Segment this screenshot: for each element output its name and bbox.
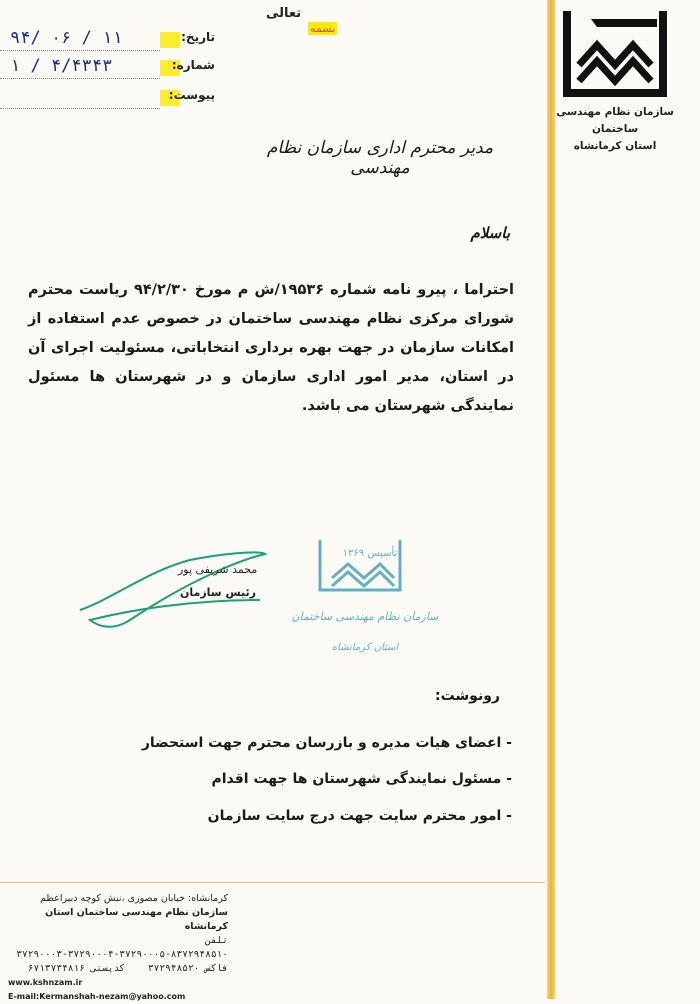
organization-name-line2: استان کرمانشاه (573, 140, 657, 152)
official-stamp-icon (290, 520, 440, 680)
stamp-top-text: تأسیس ۱۳۶۹ (342, 548, 398, 559)
date-highlight (160, 32, 180, 48)
letter-recipient: مدیر محترم اداری سازمان نظام مهندسی (266, 138, 494, 178)
number-row (0, 58, 215, 82)
number-value: ۱ / ۴/۴۳۴۳ (10, 56, 113, 76)
attachment-row (0, 88, 215, 112)
organization-logo-icon (557, 5, 677, 105)
date-value: ۹۴/ ۰۶ / ۱۱ (10, 28, 123, 48)
footer-fax-postal (8, 962, 228, 976)
attachment-line (0, 108, 160, 109)
footer-website[interactable]: www.kshnzam.ir (8, 978, 83, 987)
letter-body: احتراما ، پیرو نامه شماره ۱۹۵۳۶/ش م مورخ ۹۴/۲/۳۰ ریاست محترم شورای مرکزی نظام مهندسی ساختمان در خصوص عدم استفاده از امکانات سازمان در جهت بهره برداری انتخاباتی، مسئولیت اجرای آن در استان، مدیر امور اداری سازمان و در شهرستان ها مسئول نمایندگی شهرستان می باشد. (28, 282, 515, 414)
footer-divider (0, 882, 545, 883)
footer-email[interactable]: E-mail:Kermanshah-nezam@yahoo.com (8, 992, 186, 1001)
number-line (0, 78, 160, 79)
stamp-name-text: سازمان نظام مهندسی ساختمان (291, 610, 439, 623)
footer-fax: فاکس ۳۷۲۹۴۸۵۲۰ (147, 963, 228, 974)
cc-item: - اعضای هیات مدیره و بازرسان محترم جهت استحضار (141, 735, 512, 751)
signatory-name: محمد شریفی پور (178, 563, 258, 576)
letter-greeting: باسلام (470, 224, 510, 242)
organization-name (540, 104, 690, 155)
footer-phone: تلفن ۸۳۷۲۹۴۸۵۱۰-۳۷۲۹۰۰۰۵-۳۷۲۹۰۰۰۴-۳۷۲۹۰۰۰۳ (16, 935, 228, 960)
attachment-label: پیوست: (168, 88, 215, 102)
cc-item: - امور محترم سایت جهت درج سایت سازمان (207, 808, 512, 824)
date-line (0, 50, 160, 51)
signatory-title: رئیس سازمان (180, 586, 256, 599)
date-label: تاریخ: (181, 30, 215, 44)
cc-title: رونوشت: (435, 688, 500, 704)
footer-address: کرمانشاه: خیابان مصوری ،نبش کوچه دبیراعظم (40, 893, 228, 904)
footer (8, 892, 228, 1004)
stamp-province-text: استان کرمانشاه (331, 642, 399, 653)
basmala-sub: بسمه (310, 22, 336, 35)
footer-postal: کدپستی ۶۷۱۳۷۳۴۸۱۶ (27, 963, 126, 974)
footer-org: سازمان نظام مهندسی ساختمان استان کرمانشاه (45, 907, 228, 932)
organization-name-line1: سازمان نظام مهندسی ساختمان (556, 106, 674, 135)
number-label: شماره: (171, 58, 215, 72)
date-row (0, 30, 215, 54)
cc-item: - مسئول نمایندگی شهرستان ها جهت اقدام (211, 771, 512, 787)
basmala: تعالی (266, 6, 302, 21)
